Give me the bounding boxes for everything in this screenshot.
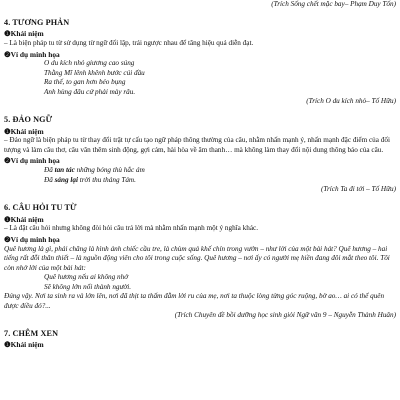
section-title: 5. ĐẢO NGỮ	[4, 114, 53, 124]
poem	[44, 59, 396, 97]
example-quote: Quê hương là gì, phải chăng là hình ảnh chiếc cầu tre, là chùm quả khế chín trong vườn – như lời của một bài hát? Quê hương – hai tiếng rất đỗi thân thiết – là nguồn động viên cho tôi trong cuộc sống. Quê hương – nơi ấy có người mẹ hiền đang đôi mắt theo tôi. Tôi còn nhớ lời của một bài hát:	[4, 244, 390, 272]
section-cau-hoi-tu-tu	[4, 203, 396, 321]
poem-line: Thằng Mĩ lênh khênh bước cúi đầu	[44, 68, 145, 77]
concept-label: ❶Khái niệm	[4, 126, 44, 136]
concept-label: ❶Khái niệm	[4, 214, 44, 224]
example-label: ❷Ví dụ minh họa	[4, 156, 60, 166]
citation: (Trích Ta đi tới – Tố Hữu)	[321, 185, 396, 194]
section-dao-ngu	[4, 115, 396, 195]
concept-label: ❶Khái niệm	[4, 340, 44, 350]
top-citation: (Trích Sống chết mặc bay– Phạm Duy Tốn)	[271, 0, 396, 8]
emphasis: sáng lại	[54, 175, 78, 184]
poem-line: Đã tan tác những bóng thù hắc ám	[44, 166, 145, 175]
poem-line: Anh hùng đâu cứ phải mày râu.	[44, 87, 136, 96]
poem-line: Ra thế, to gan hơn béo bụng	[44, 78, 126, 87]
section-tuong-phan	[4, 18, 396, 107]
poem-line: Quê hương nếu ai không nhớ	[44, 273, 129, 282]
poem-line: Đã sáng lại trời thu tháng Tám.	[44, 175, 136, 184]
example-label: ❷Ví dụ minh họa	[4, 49, 60, 59]
poem	[44, 273, 396, 292]
citation: (Trích O du kích nhỏ– Tố Hữu)	[306, 97, 396, 106]
example-paragraph: Đúng vậy. Nơi ta sinh ra và lớn lên, nơi đã thịt ta thấm đẫm lời ru của mẹ, nơi ta thuộc lòng từng góc ruộng, bờ ao… ai có thể quên được điều đó?...	[4, 292, 385, 310]
poem-line: Sẽ không lớn nổi thành người.	[44, 282, 132, 291]
poem-line: O du kích nhỏ giương cao súng	[44, 59, 135, 68]
section-title: 6. CÂU HỎI TU TỪ	[4, 202, 77, 212]
section-title: 7. CHÊM XEN	[4, 328, 59, 338]
section-title: 4. TƯƠNG PHẢN	[4, 17, 70, 27]
emphasis: tan tác	[54, 166, 75, 175]
concept-text: – Là đặt câu hỏi nhưng không đòi hỏi câu trả lời mà nhằm nhấn mạnh một ý nghĩa khác.	[4, 224, 259, 233]
example-label: ❷Ví dụ minh họa	[4, 234, 60, 244]
concept-text: – Đảo ngữ là biện pháp tu từ thay đổi trật tự cấu tạo ngữ pháp thông thường của câu, nhằm nhấn mạnh ý, nhấn mạnh đặc điểm của đối tượng và làm câu thơ, câu văn thêm sinh động, gợi cảm, hài hòa về âm thanh… mà không làm thay đổi nội dung thông báo của câu.	[4, 136, 390, 154]
concept-text: – Là biện pháp tu từ sử dụng từ ngữ đối lập, trái ngược nhau để tăng hiệu quả diễn đạt.	[4, 39, 254, 48]
poem	[44, 166, 396, 185]
citation: (Trích Chuyên đề bồi dưỡng học sinh giỏi Ngữ văn 9 – Nguyễn Thành Huân)	[174, 311, 396, 320]
concept-label: ❶Khái niệm	[4, 29, 44, 39]
section-chem-xen	[4, 329, 396, 351]
